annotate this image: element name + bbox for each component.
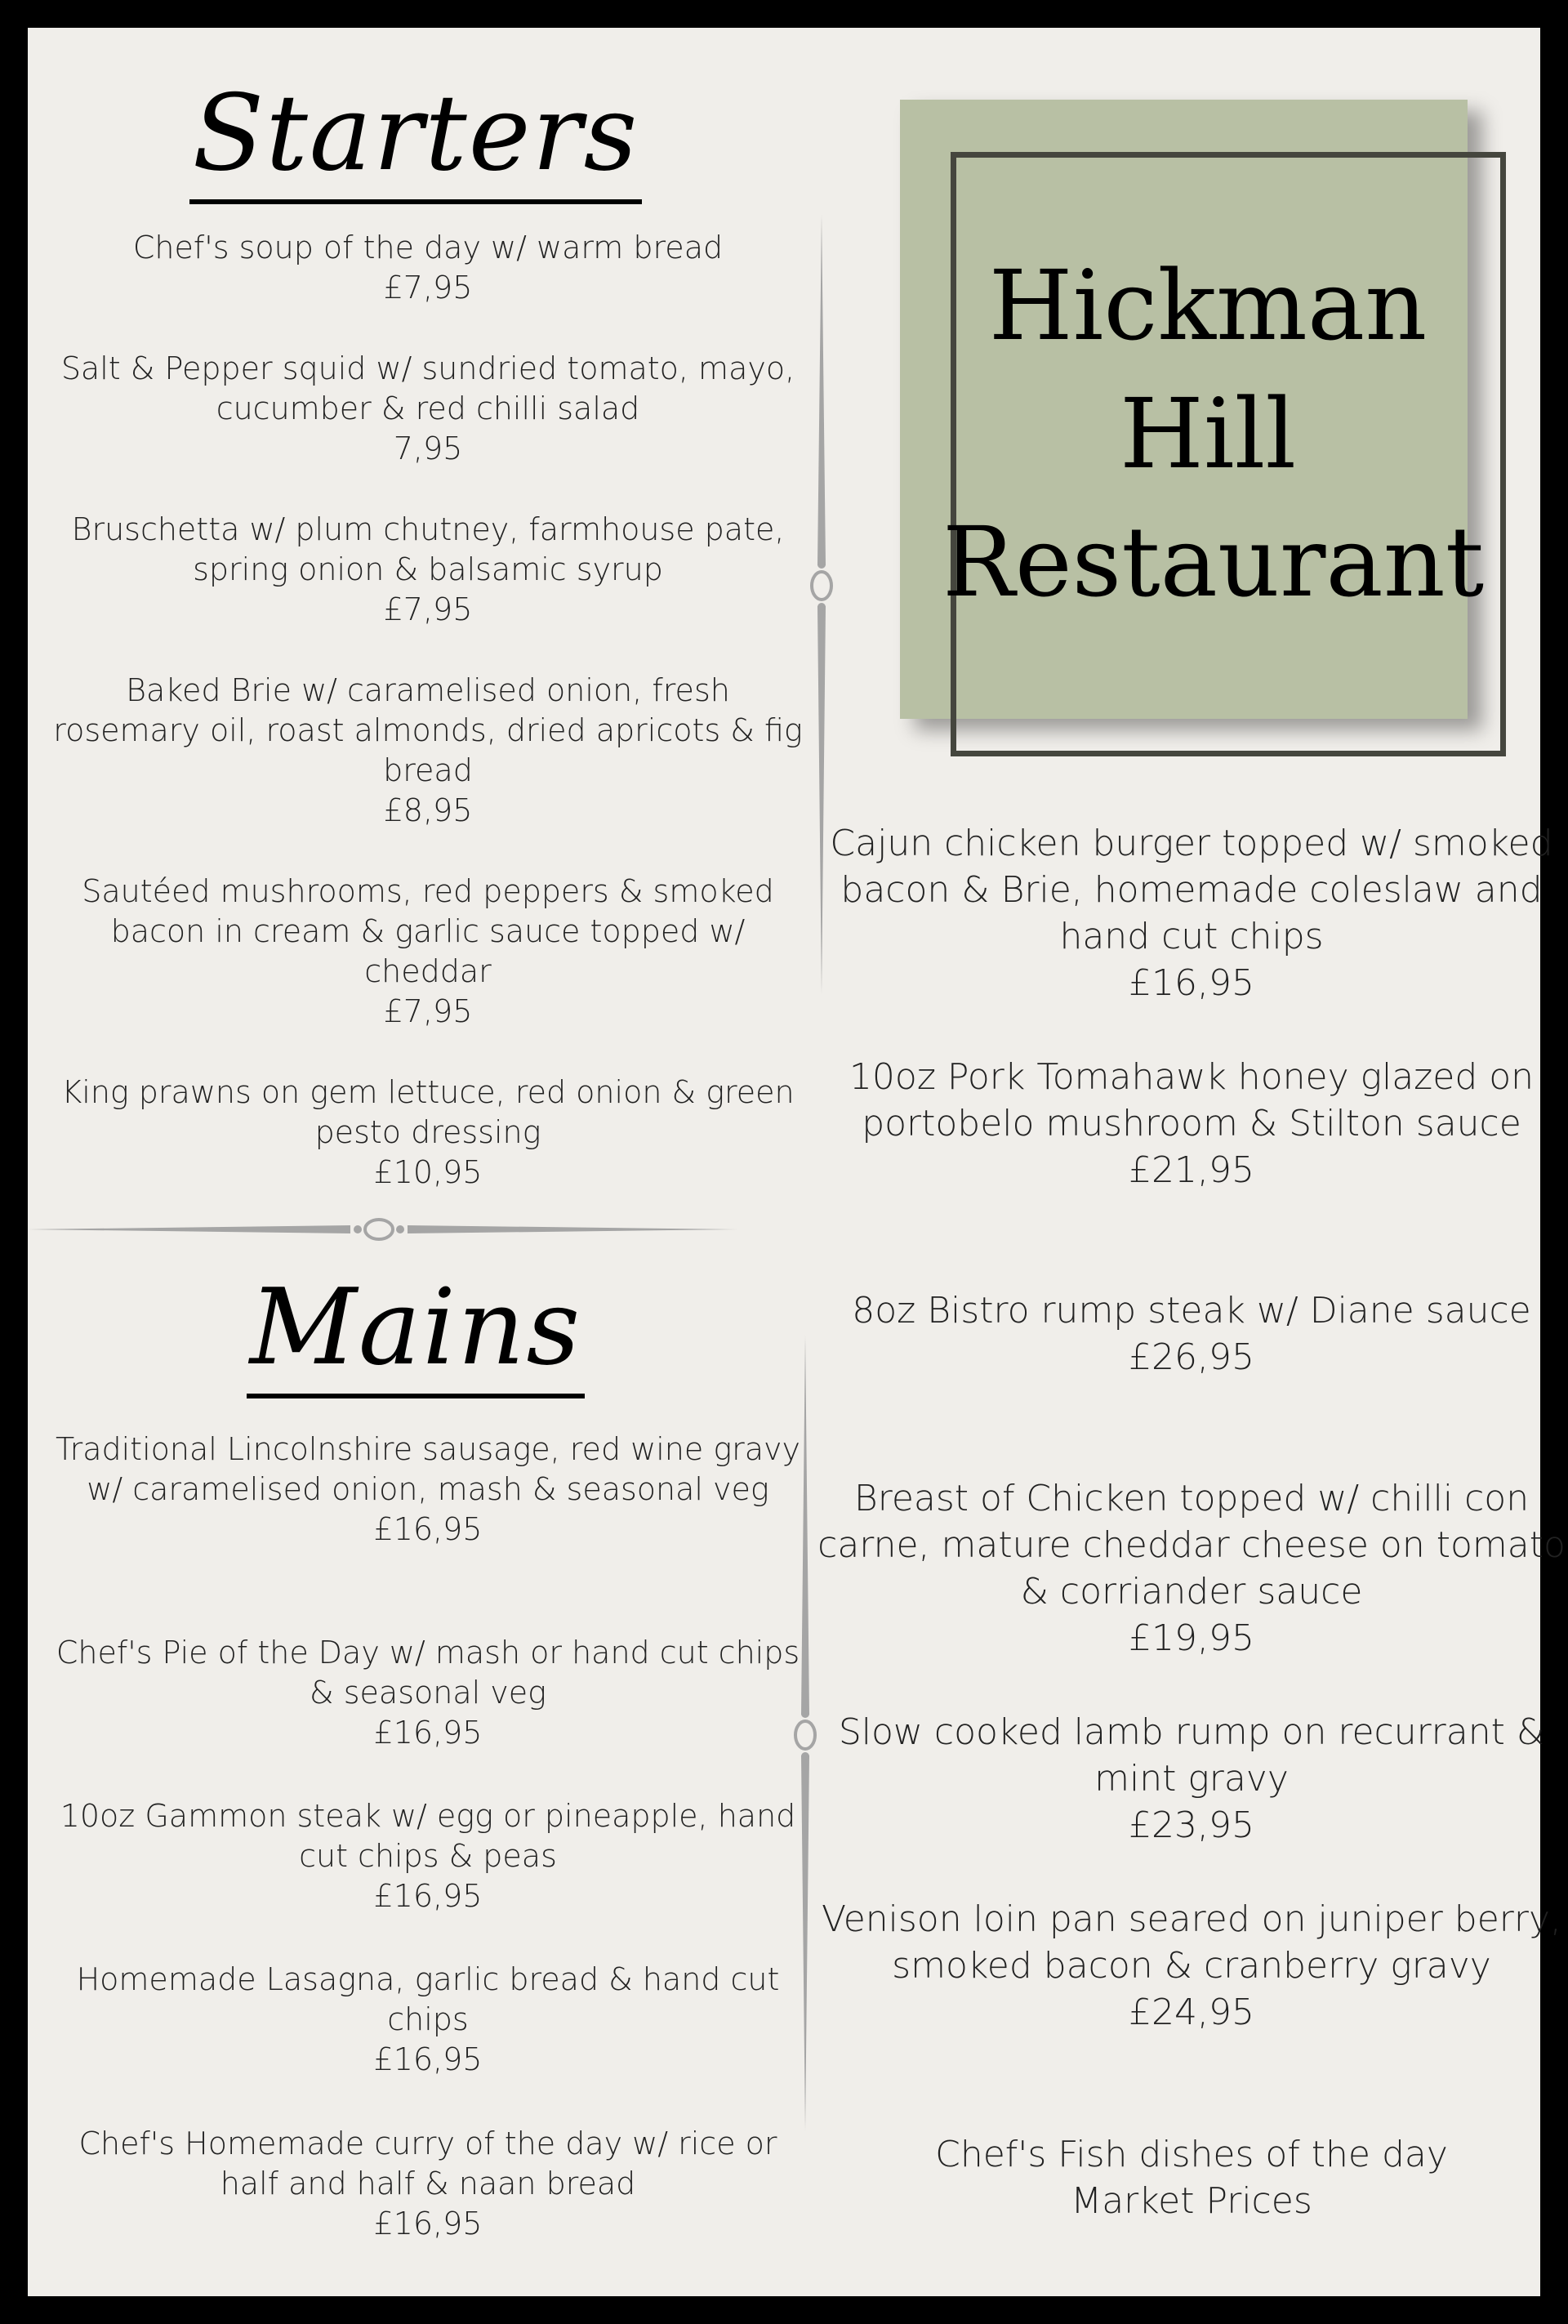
menu-item-price: £16,95 (373, 1878, 483, 1914)
menu-item-description: Chef's soup of the day w/ warm bread (132, 230, 724, 265)
menu-item-price: £8,95 (383, 792, 473, 828)
menu-item (52, 349, 804, 469)
menu-item (52, 1960, 804, 2080)
menu-item-price: £16,95 (373, 2206, 483, 2241)
menu-item-description: Sautéed mushrooms, red peppers & smoked bacon in cream & garlic sauce topped w/ cheddar (82, 873, 774, 989)
menu-item-description: 10oz Gammon steak w/ egg or pineapple, hand cut chips & peas (60, 1798, 796, 1874)
menu-item-description: Salt & Pepper squid w/ sundried tomato, mayo, cucumber & red chilli salad (60, 350, 795, 426)
starters-heading-text: Starters (189, 73, 643, 204)
menu-item-price: £21,95 (1129, 1149, 1254, 1191)
menu-item (52, 2124, 804, 2244)
menu-item-description: Bruschetta w/ plum chutney, farmhouse pate, spring onion & balsamic syrup (71, 511, 785, 587)
menu-item-price: 7,95 (393, 430, 463, 466)
menu-item (812, 1054, 1568, 1193)
menu-item (52, 1796, 804, 1916)
menu-item-price: £16,95 (373, 1715, 483, 1751)
menu-item-price: £24,95 (1129, 1992, 1254, 2033)
menu-item-description: Traditional Lincolnshire sausage, red wine gravy w/ caramelised onion, mash & seasonal veg (55, 1431, 801, 1507)
menu-item (52, 1073, 804, 1193)
menu-item-description: Homemade Lasagna, garlic bread & hand cut chips (76, 1961, 780, 2037)
menu-page (28, 28, 1566, 2296)
menu-item-price: £26,95 (1129, 1336, 1254, 1378)
menu-item-price: £23,95 (1129, 1804, 1254, 1846)
menu-item-description: Venison loin pan seared on juniper berry, smoked bacon & cranberry gravy (822, 1898, 1561, 1987)
mains-heading (77, 1267, 755, 1389)
menu-item-price: £7,95 (383, 993, 473, 1029)
menu-item-price: £7,95 (383, 270, 473, 306)
menu-item (812, 820, 1568, 1006)
horizontal-divider (28, 1217, 746, 1242)
menu-item-description: Breast of Chicken topped w/ chilli con carne, mature cheddar cheese on tomato & corriander sauce (817, 1478, 1566, 1613)
menu-item-description: Baked Brie w/ caramelised onion, fresh rosemary oil, roast almonds, dried apricots & fig bread (53, 672, 803, 788)
menu-item-description: King prawns on gem lettuce, red onion & green pesto dressing (61, 1074, 795, 1150)
menu-item-description: 10oz Pork Tomahawk honey glazed on portobelo mushroom & Stilton sauce (849, 1056, 1535, 1144)
menu-item (52, 1633, 804, 1753)
menu-item-price: £10,95 (373, 1154, 483, 1190)
title-line: Hickman (988, 249, 1428, 362)
mains-heading-text: Mains (247, 1267, 585, 1398)
menu-item-price: £19,95 (1129, 1617, 1254, 1659)
menu-item (812, 1287, 1568, 1381)
menu-item (52, 510, 804, 630)
menu-item (812, 2131, 1568, 2224)
menu-item-price: £16,95 (373, 2041, 483, 2077)
menu-item-description: Cajun chicken burger topped w/ smoked bacon & Brie, homemade coleslaw and hand cut chips (830, 823, 1553, 957)
restaurant-title (942, 242, 1485, 627)
menu-item-description: Chef's Homemade curry of the day w/ rice or half and half & naan bread (78, 2126, 777, 2201)
menu-item (812, 1896, 1568, 2036)
menu-item-price: £16,95 (1129, 962, 1254, 1004)
title-line: Restaurant (942, 506, 1485, 618)
menu-item-description: 8oz Bistro rump steak w/ Diane sauce (852, 1290, 1531, 1332)
menu-item-description: Slow cooked lamb rump on recurrant & mint gravy (838, 1711, 1545, 1800)
menu-item (52, 872, 804, 1032)
menu-item (812, 1475, 1568, 1662)
menu-item-price: £7,95 (383, 591, 473, 627)
menu-item-description: Chef's Pie of the Day w/ mash or hand cut chips & seasonal veg (56, 1635, 800, 1711)
menu-item-description: Chef's Fish dishes of the day (935, 2134, 1448, 2175)
menu-item-price: £16,95 (373, 1511, 483, 1547)
menu-item (52, 671, 804, 831)
menu-item (812, 1709, 1568, 1849)
menu-item (52, 1430, 804, 1550)
title-line: Hill (1119, 377, 1297, 490)
menu-item (52, 228, 804, 308)
menu-item-price: Market Prices (1071, 2180, 1312, 2222)
starters-heading (77, 73, 755, 194)
